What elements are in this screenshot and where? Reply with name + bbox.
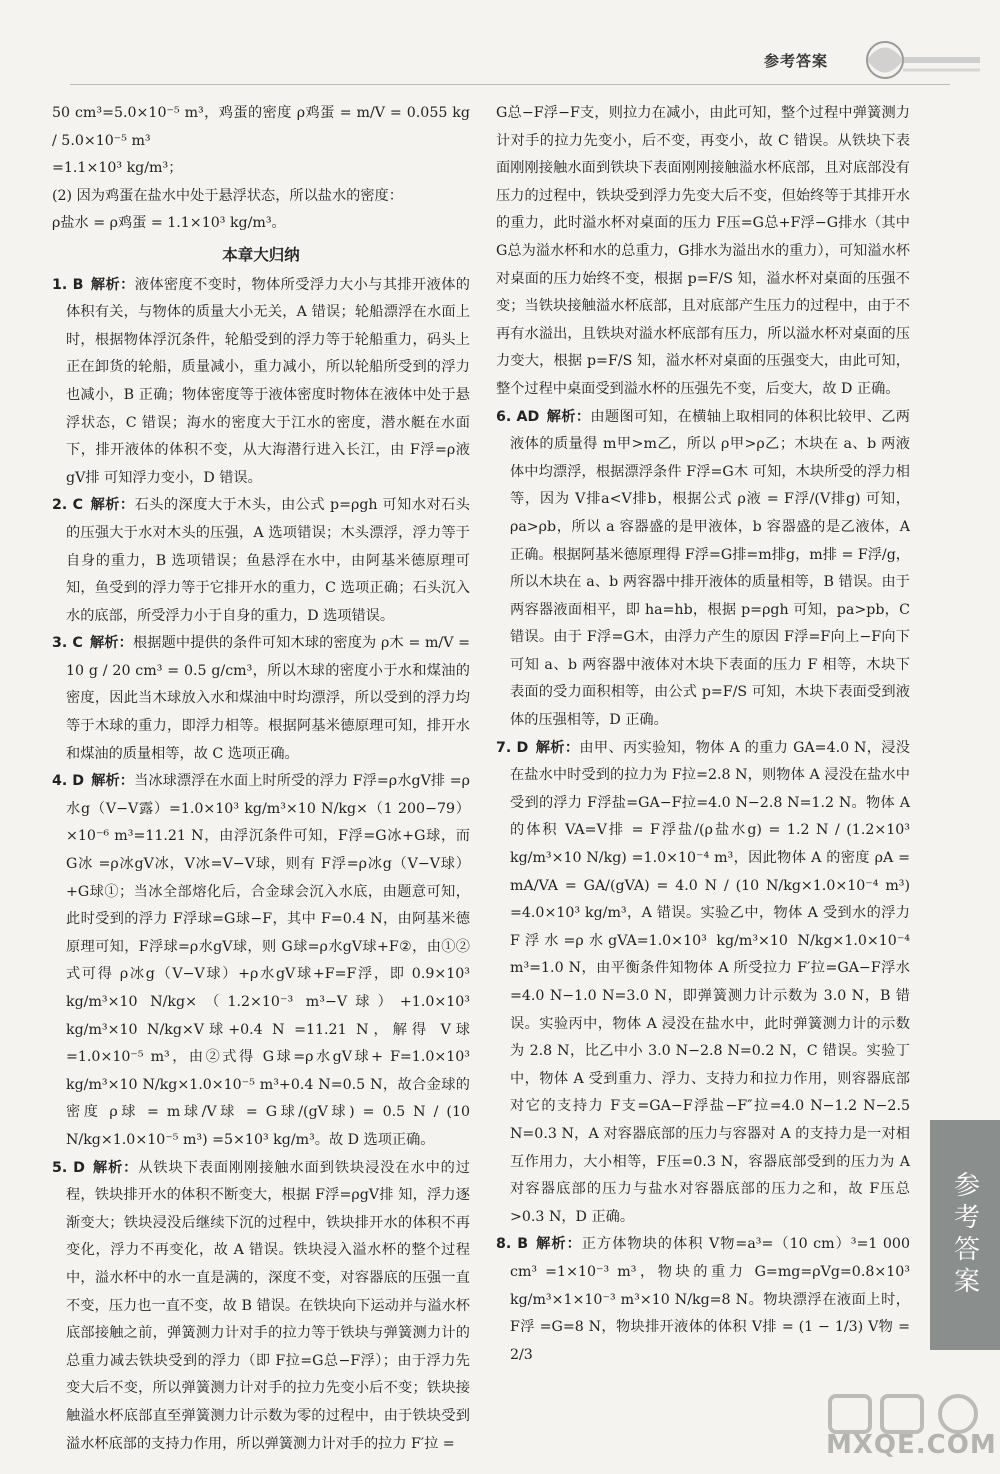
answer-text: 根据题中提供的条件可知木球的密度为 ρ木 = m/V = 10 g / 20 cm³ = 0.5 g/cm³，所以木球的密度小于水和煤油的密度，因此当木球放入水和煤油中时均漂浮，所以受到的浮力均等于木球的重力，即浮力相等。根据阿基米德原理可知，排开水和煤油的质量相等，故 C 选项正确。 [66, 635, 470, 762]
paragraph: =1.1×10³ kg/m³； [52, 160, 183, 177]
answer-number: 4. D [52, 773, 85, 790]
answer-item [52, 630, 470, 768]
answer-text: 液体密度不变时，物体所受浮力大小与其排开液体的体积有关，与物体的质量大小无关，A 错误；轮船漂浮在水面上时，根据物体浮沉条件，轮船受到的浮力等于轮船重力，码头上正在卸货的轮船，质量减小，重力减小，所以轮船所受到的浮力也减小，B 正确；物体密度等于液体密度时物体在液体中处于悬浮状态，C 错误；海水的密度大于江水的密度，潜水艇在水面下，排开液体的体积不变，从大海潜行进入长江，由 F浮=ρ液gV排 可知浮力变小，D 错误。 [66, 276, 470, 486]
analysis-tag: 解析： [90, 276, 135, 293]
analysis-tag: 解析： [89, 635, 133, 652]
analysis-tag: 解析： [535, 1236, 582, 1253]
answer-number: 3. C [52, 635, 83, 652]
right-column [496, 100, 910, 1369]
answer-number: 6. AD [496, 408, 540, 425]
answer-text: 正方体物块的体积 V物=a³=（10 cm）³=1 000 cm³ =1×10⁻³ m³，物块的重力 G=mg=ρVg=0.8×10³ kg/m³×1×10⁻³ m³×10 N/kg=8 N。物块漂浮在液面上时，F浮 =G=8 N，物块排开液体的体积 V排 = (1 − 1/3) V物 = 2/3 [510, 1236, 910, 1363]
answer-item [496, 404, 910, 735]
answer-text: 由题图可知，在横轴上取相同的体积比较甲、乙两液体的质量得 m甲>m乙，所以 ρ甲>ρ乙；木块在 a、b 两液体中均漂浮，根据漂浮条件 F浮=G木 可知，木块所受的浮力相等，因为 V排a<V排b，根据公式 ρ液 = F浮/(V排g) 可知，ρa>ρb，所以 a 容器盛的是甲液体，b 容器盛的是乙液体，A 正确。根据阿基米德原理得 F浮=G排=m排g，m排 = F浮/g，所以木块在 a、b 两容器中排开液体的质量相等，B 错误。由于两容器液面相平，即 ha=hb，根据 p=ρgh 可知，pa>pb，C 错误。由于 F浮=G木，由浮力产生的原因 F浮=F向上−F向下 可知 a、b 两容器中液体对木块下表面的压力 F 相等，木块下表面的受力面积相等，由公式 p=F/S 可知，木块下表面受到液体的压强相等，D 正确。 [510, 408, 910, 729]
watermark-text: MXQE.COM [826, 1430, 997, 1460]
answer-item [52, 1155, 470, 1459]
analysis-tag: 解析： [92, 1159, 139, 1176]
paragraph: 50 cm³=5.0×10⁻⁵ m³，鸡蛋的密度 ρ鸡蛋 = m/V = 0.055 kg / 5.0×10⁻⁵ m³ [52, 105, 470, 149]
analysis-tag: 解析： [90, 497, 135, 514]
header-divider [70, 84, 950, 85]
answer-text: 当冰球漂浮在水面上时所受的浮力 F浮=ρ水gV排 =ρ水g（V−V露）=1.0×10³ kg/m³×10 N/kg×（1 200−79）×10⁻⁶ m³=11.21 N，由浮沉条件可知，F浮=G冰+G球，而 G冰 =ρ冰gV冰，V冰=V−V球，则有 F浮=ρ冰g（V−V球）+G球①；当冰全部熔化后，合金球会沉入水底，由题意可知，此时受到的浮力 F浮球=G球−F，其中 F=0.4 N，由阿基米德原理可知，F浮球=ρ水gV球，则 G球=ρ水gV球+F②，由①②式可得 ρ冰g（V−V球）+ρ水gV球+F=F浮，即 0.9×10³ kg/m³×10 N/kg×（1.2×10⁻³ m³−V球）+1.0×10³ kg/m³×10 N/kg×V球+0.4 N =11.21 N，解得 V球=1.0×10⁻⁵ m³，由②式得 G球=ρ水gV球+ F=1.0×10³ kg/m³×10 N/kg×1.0×10⁻⁵ m³+0.4 N=0.5 N，故合金球的密度 ρ球 = m球/V球 = G球/(gV球) = 0.5 N / (10 N/kg×1.0×10⁻⁵ m³) =5×10³ kg/m³。故 D 选项正确。 [66, 773, 470, 1148]
answer-item [52, 272, 470, 493]
paragraph: ρ盐水 = ρ鸡蛋 = 1.1×10³ kg/m³。 [52, 215, 286, 232]
answer-text: 由甲、丙实验知，物体 A 的重力 GA=4.0 N，浸没在盐水中时受到的拉力为 F拉=2.8 N，则物体 A 浸没在盐水中受到的浮力 F浮盐=GA−F拉=4.0 N−2.8 N=1.2 N。物体 A 的体积 VA=V排 = F浮盐/(ρ盐水g) = 1.2 N / (1.2×10³ kg/m³×10 N/kg) =1.0×10⁻⁴ m³，因此物体 A 的密度 ρA = mA/VA = GA/(gVA) = 4.0 N / (10 N/kg×1.0×10⁻⁴ m³) =4.0×10³ kg/m³，A 错误。实验乙中，物体 A 受到水的浮力 F浮水=ρ水gVA=1.0×10³ kg/m³×10 N/kg×1.0×10⁻⁴ m³=1.0 N，由平衡条件知物体 A 所受拉力 F′拉=GA−F浮水=4.0 N−1.0 N=3.0 N，即弹簧测力计示数为 3.0 N，B 错误。实验丙中，物体 A 浸没在盐水中，此时弹簧测力计的示数为 2.8 N，比乙中小 3.0 N−2.8 N=0.2 N，C 错误。实验丁中，物体 A 受到重力、浮力、支持力和拉力作用，则容器底部对它的支持力 F支=GA−F浮盐−F″拉=4.0 N−1.2 N−2.5 N=0.3 N，A 对容器底部的压力与容器对 A 的支持力是一对相互作用力，大小相等，F压=0.3 N，容器底部受到的压力为 A 对容器底部的压力与盐水对容器底部的压力之和，故 F压总>0.3 N，D 正确。 [510, 739, 910, 1225]
answer-number: 1. B [52, 276, 84, 293]
left-column [52, 100, 470, 1458]
answer-text: 石头的深度大于木头，由公式 p=ρgh 可知水对石头的压强大于水对木头的压强，A 选项错误；木头漂浮，浮力等于自身的重力，B 选项错误；鱼悬浮在水中，由阿基米德原理可知，鱼受到的浮力等于它排开水的重力，C 选项正确；石头沉入水的底部，所受浮力小于自身的重力，D 选项错误。 [66, 497, 470, 624]
answer-text: 从铁块下表面刚刚接触水面到铁块浸没在水中的过程，铁块排开水的体积不断变大，根据 F浮=ρgV排 知，浮力逐渐变大；铁块浸没后继续下沉的过程中，铁块排开水的体积不再变化，浮力不再变化，故 A 错误。铁块浸入溢水杯的整个过程中，溢水杯中的水一直是满的，深度不变，对容器底的压强一直不变，压力也一直不变，故 B 错误。在铁块向下运动并与溢水杯底部接触之前，弹簧测力计对手的拉力等于铁块与弹簧测力计的总重力减去铁块受到的浮力（即 F拉=G总−F浮）；由于浮力先变大后不变，所以弹簧测力计对手的拉力先变小后不变；铁块接触溢水杯底部直至弹簧测力计示数为零的过程中，由于铁块受到溢水杯底部的支持力作用，所以弹簧测力计对手的拉力 F′拉 = [66, 1159, 470, 1452]
answer-item [496, 735, 910, 1232]
answer-number: 8. B [496, 1236, 529, 1253]
analysis-tag: 解析： [91, 773, 135, 790]
answer-number: 7. D [496, 739, 529, 756]
answer-number: 2. C [52, 497, 84, 514]
analysis-tag: 解析： [535, 739, 580, 756]
paragraph: (2) 因为鸡蛋在盐水中处于悬浮状态，所以盐水的密度： [52, 187, 403, 204]
answer-item [52, 492, 470, 630]
paragraph: G总−F浮−F支，则拉力在减小，由此可知，整个过程中弹簧测力计对手的拉力先变小，后不变，再变小，故 C 错误。从铁块下表面刚刚接触水面到铁块下表面刚刚接触溢水杯底部，且对底部没有压力的过程中，铁块受到浮力先变大后不变，但始终等于其排开水的重力，此时溢水杯对桌面的压力 F压=G总+F浮−G排水（其中 G总为溢水杯和水的总重力，G排水为溢出水的重力），可知溢水杯对桌面的压力始终不变，根据 p=F/S 知，溢水杯对桌面的压强不变；当铁块接触溢水杯底部，且对底部产生压力的过程中，由于不再有水溢出，且铁块对溢水杯底部有压力，所以溢水杯对桌面的压力变大，根据 p=F/S 知，溢水杯对桌面的压强变大，由此可知，整个过程中桌面受到溢水杯的压强先不变，后变大，故 D 正确。 [496, 105, 910, 397]
answer-number: 5. D [52, 1159, 85, 1176]
section-title: 本章大归纳 [222, 245, 300, 264]
answer-item [496, 1231, 910, 1369]
analysis-tag: 解析： [546, 408, 591, 425]
answer-item [52, 768, 470, 1154]
side-tab: 参考答案 [930, 1120, 1000, 1350]
header-title: 参考答案 [764, 52, 829, 70]
header-ornament-icon [840, 30, 980, 90]
page-header [0, 0, 1000, 92]
